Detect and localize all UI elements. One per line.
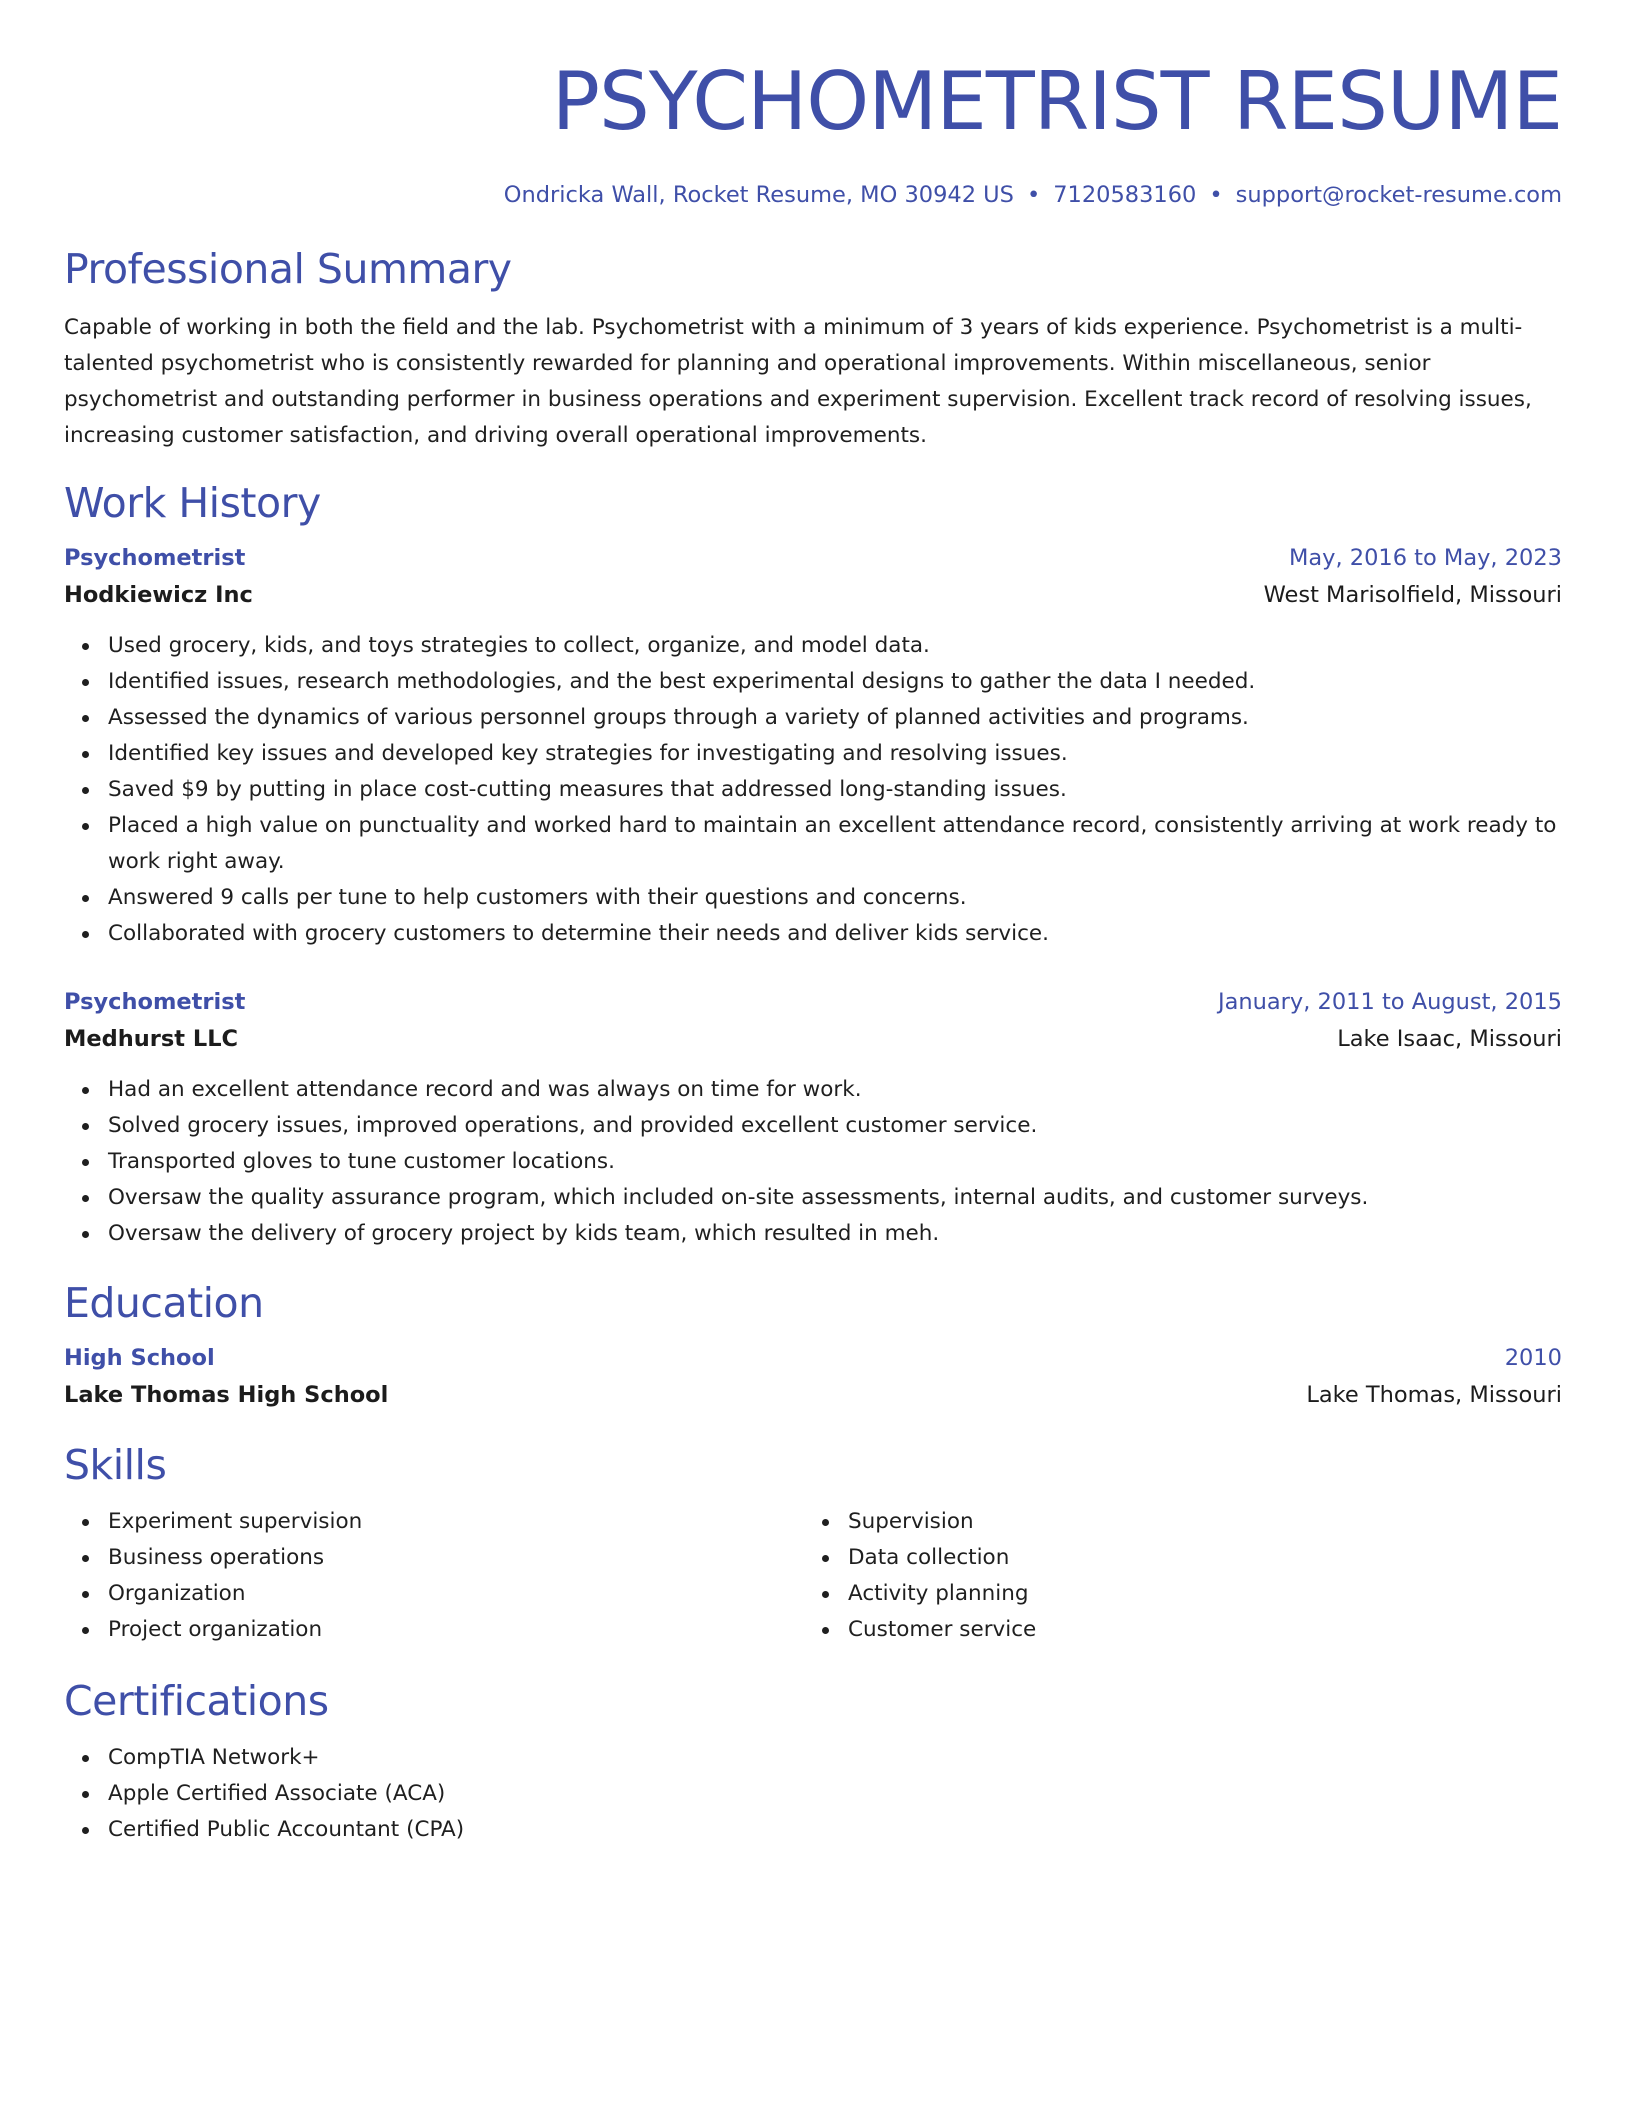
list-item: CompTIA Network+ — [108, 1740, 1562, 1776]
job-header — [64, 984, 1562, 1020]
job-bullets — [64, 1072, 1562, 1252]
list-item: Business operations — [108, 1540, 804, 1576]
job-location: Lake Isaac, Missouri — [1337, 1026, 1562, 1052]
list-item: Solved grocery issues, improved operations, and provided excellent customer service. — [108, 1108, 1562, 1144]
summary-heading: Professional Summary — [64, 245, 512, 293]
education-entry — [64, 1340, 1562, 1414]
job-dates: January, 2011 to August, 2015 — [1217, 989, 1562, 1015]
work-history-heading: Work History — [64, 479, 321, 527]
contact-line — [64, 180, 1562, 210]
list-item: Transported gloves to tune customer locations. — [108, 1144, 1562, 1180]
job-subheader — [64, 1020, 1562, 1058]
skills-list — [64, 1504, 1562, 1648]
education-heading: Education — [64, 1279, 264, 1327]
list-item: Assessed the dynamics of various personnel groups through a variety of planned activities and programs. — [108, 700, 1562, 736]
resume-title: PSYCHOMETRIST RESUME — [551, 55, 1562, 148]
list-item: Oversaw the quality assurance program, which included on-site assessments, internal audits, and customer surveys. — [108, 1180, 1562, 1216]
job-entry — [64, 540, 1562, 952]
list-item: Answered 9 calls per tune to help customers with their questions and concerns. — [108, 880, 1562, 916]
list-item: Activity planning — [848, 1576, 1544, 1612]
job-title: Psychometrist — [64, 545, 246, 571]
resume-page — [64, 0, 1562, 1848]
list-item: Had an excellent attendance record and was always on time for work. — [108, 1072, 1562, 1108]
certifications-list — [64, 1740, 1562, 1848]
list-item: Project organization — [108, 1612, 804, 1648]
certifications-heading: Certifications — [64, 1677, 329, 1725]
education-subheader — [64, 1376, 1562, 1414]
job-title: Psychometrist — [64, 989, 246, 1015]
list-item: Placed a high value on punctuality and worked hard to maintain an excellent attendance record, consistently arriving at work ready to work right away. — [108, 808, 1562, 880]
contact-address: Ondricka Wall, Rocket Resume, MO 30942 US — [503, 182, 1014, 208]
skills-column-right — [804, 1504, 1544, 1648]
contact-phone: 7120583160 — [1053, 182, 1197, 208]
list-item: Supervision — [848, 1504, 1544, 1540]
education-header — [64, 1340, 1562, 1376]
contact-email: support@rocket-resume.com — [1235, 182, 1562, 208]
list-item: Saved $9 by putting in place cost-cutting measures that addressed long-standing issues. — [108, 772, 1562, 808]
list-item: Customer service — [848, 1612, 1544, 1648]
job-bullets — [64, 628, 1562, 952]
company-name: Hodkiewicz Inc — [64, 582, 253, 608]
skills-column-left — [64, 1504, 804, 1648]
company-name: Medhurst LLC — [64, 1026, 239, 1052]
list-item: Organization — [108, 1576, 804, 1612]
degree-name: High School — [64, 1345, 215, 1371]
summary-text: Capable of working in both the field and the lab. Psychometrist with a minimum of 3 years of kids experience. Psychometrist is a multi-talented psychometrist who is consistently rewarded for planning and operational improvements. Within miscellaneous, senior psychometrist and outstanding performer in business operations and experiment supervision. Excellent track record of resolving issues, increasing customer satisfaction, and driving overall operational improvements. — [64, 315, 1532, 448]
graduation-year: 2010 — [1504, 1345, 1562, 1371]
list-item: Identified issues, research methodologies, and the best experimental designs to gather the data I needed. — [108, 664, 1562, 700]
separator-dot: • — [1026, 182, 1041, 208]
list-item: Data collection — [848, 1540, 1544, 1576]
list-item: Oversaw the delivery of grocery project by kids team, which resulted in meh. — [108, 1216, 1562, 1252]
skills-bullets — [804, 1504, 1544, 1648]
skills-heading: Skills — [64, 1441, 167, 1489]
job-location: West Marisolfield, Missouri — [1263, 582, 1562, 608]
job-header — [64, 540, 1562, 576]
school-location: Lake Thomas, Missouri — [1306, 1382, 1562, 1408]
school-name: Lake Thomas High School — [64, 1382, 389, 1408]
list-item: Identified key issues and developed key strategies for investigating and resolving issues. — [108, 736, 1562, 772]
list-item: Apple Certified Associate (ACA) — [108, 1776, 1562, 1812]
list-item: Used grocery, kids, and toys strategies to collect, organize, and model data. — [108, 628, 1562, 664]
list-item: Collaborated with grocery customers to determine their needs and deliver kids service. — [108, 916, 1562, 952]
job-dates: May, 2016 to May, 2023 — [1288, 545, 1562, 571]
job-subheader — [64, 576, 1562, 614]
list-item: Experiment supervision — [108, 1504, 804, 1540]
separator-dot: • — [1209, 182, 1223, 208]
job-entry — [64, 984, 1562, 1252]
skills-bullets — [64, 1504, 804, 1648]
list-item: Certified Public Accountant (CPA) — [108, 1812, 1562, 1848]
